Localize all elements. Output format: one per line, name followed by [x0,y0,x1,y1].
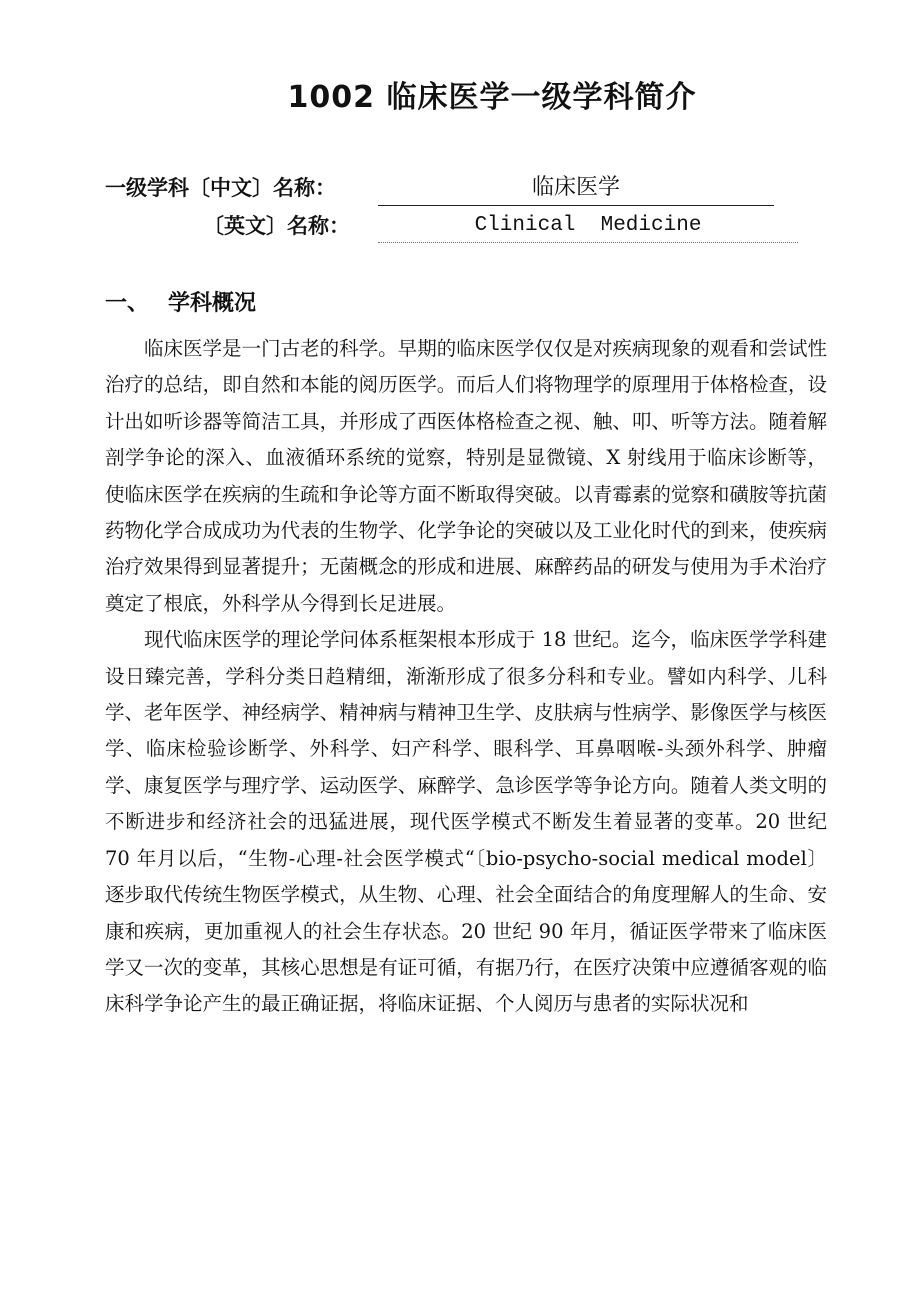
section-title: 学科概况 [168,291,257,316]
section-heading [105,288,256,320]
document-title: 1002 临床医学一级学科简介 [287,80,697,115]
english-name-value: Clinical Medicine [378,211,798,243]
chinese-name-value: 临床医学 [378,173,774,206]
english-name-label: 〔英文〕名称： [203,214,350,238]
paragraph: 现代临床医学的理论学问体系框架根本形成于 18 世纪。迄今，临床医学学科建设日臻完善，学科分类日趋精细，渐渐形成了很多分科和专业。譬如内科学、儿科学、老年医学、神经病学、精神病与精神卫生学、皮肤病与性病学、影像医学与核医学、临床检验诊断学、外科学、妇产科学、眼科学、耳鼻咽喉-头颈外科学、肿瘤学、康复医学与理疗学、运动医学、麻醉学、急诊医学等争论方向。随着人类文明的不断进步和经济社会的迅猛进展，现代医学模式不断发生着显著的变革。20 世纪 70 年月以后，“生物-心理-社会医学模式“〔bio-psycho-social medical model〕逐步取代传统生物医学模式，从生物、心理、社会全面结合的角度理解人的生命、安康和疾病，更加重视人的社会生存状态。20 世纪 90 年月，循证医学带来了临床医学又一次的变革，其核心思想是有证可循，有据乃行，在医疗决策中应遵循客观的临床科学争论产生的最正确证据，将临床证据、个人阅历与患者的实际状况和 [105,628,827,1016]
paragraph: 临床医学是一门古老的科学。早期的临床医学仅仅是对疾病现象的观看和尝试性治疗的总结，即自然和本能的阅历医学。而后人们将物理学的原理用于体格检查，设计出如听诊器等简洁工具，并形成了西医体格检查之视、触、叩、听等方法。随着解剖学争论的深入、血液循环系统的觉察，特别是显微镜、X 射线用于临床诊断等，使临床医学在疾病的生疏和争论等方面不断取得突破。以青霉素的觉察和磺胺等抗菌药物化学合成成功为代表的生物学、化学争论的突破以及工业化时代的到来，使疾病治疗效果得到显著提升；无菌概念的形成和进展、麻醉药品的研发与使用为手术治疗奠定了根底，外科学从今得到长足进展。 [105,337,827,615]
body-text [105,331,827,1023]
section-number: 一、 [105,291,150,316]
chinese-name-label: 一级学科〔中文〕名称： [105,176,336,200]
